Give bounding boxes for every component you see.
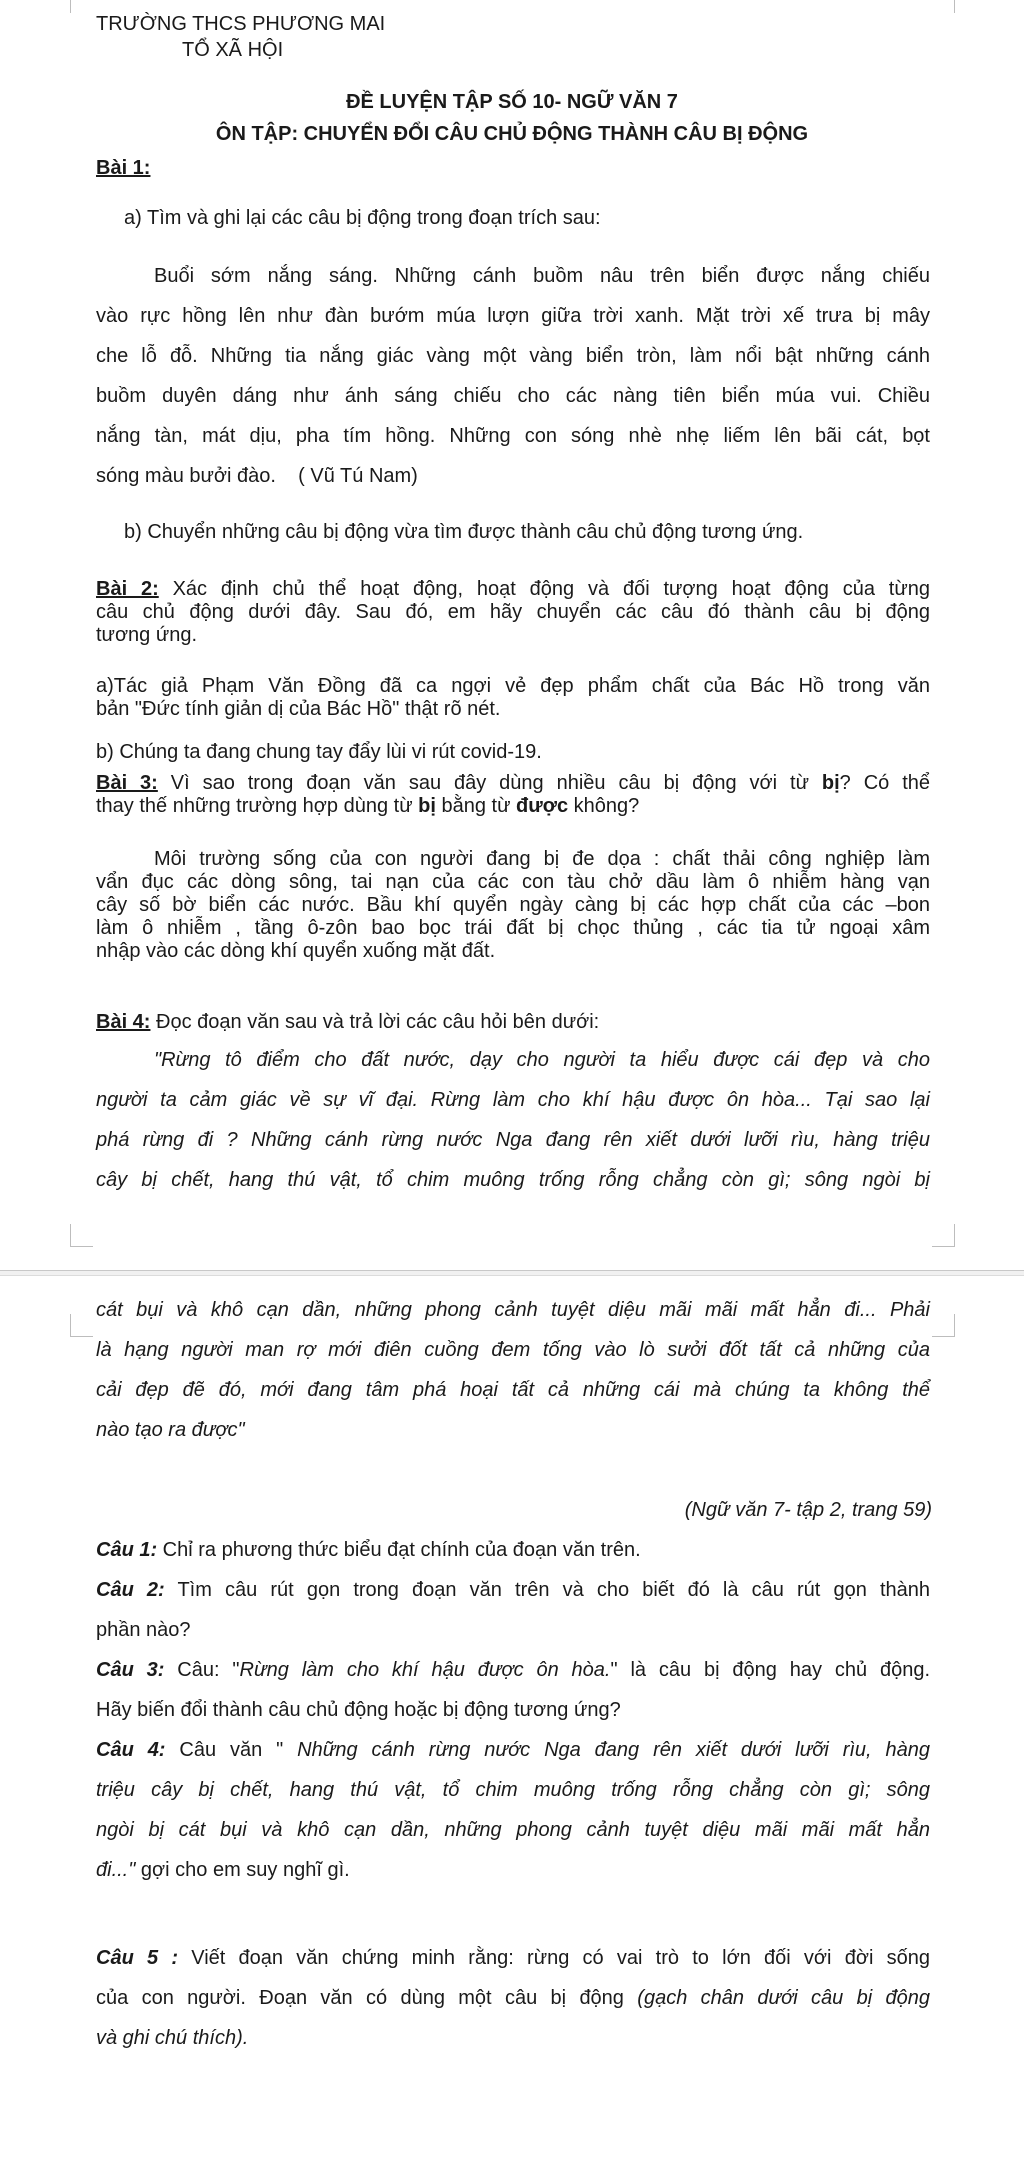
cau3-text: " là câu bị động hay chủ động. <box>610 1659 931 1681</box>
cau3-text: Câu: " <box>164 1659 240 1681</box>
cau5-label: Câu 5 : <box>96 1947 178 1969</box>
quote-line: cải đẹp đẽ đó, mới đang tâm phá hoại tất cả những cái mà chúng ta không thể <box>96 1379 930 1401</box>
bai2-intro-line: Xác định chủ thể hoạt động, hoạt động và đối tượng hoạt động của từng <box>158 578 930 600</box>
quote-line: "Rừng tô điểm cho đất nước, dạy cho người ta hiểu được cái đẹp và cho <box>154 1049 930 1071</box>
cau4-quote: đi..." <box>96 1859 136 1881</box>
passage-line: nắng tàn, mát dịu, pha tím hồng. Những con sóng nhè nhẹ liếm lên bãi cát, bọt <box>96 425 930 447</box>
bai4-intro-text: Đọc đoạn văn sau và trả lời các câu hỏi bên dưới: <box>150 1011 600 1033</box>
bai2-heading: Bài 2: <box>96 578 159 600</box>
page-corner-mark <box>932 1224 955 1247</box>
quote-line: phá rừng đi ? Những cánh rừng nước Nga đang rên xiết dưới lưỡi rìu, hàng triệu <box>96 1129 930 1151</box>
cau2-text: Tìm câu rút gọn trong đoạn văn trên và cho biết đó là câu rút gọn thành <box>164 1579 930 1601</box>
cau5 <box>96 1938 930 2058</box>
cau5-text: của con người. Đoạn văn có dùng một câu bị động <box>96 1987 638 2009</box>
quote-line: người ta cảm giác về sự vĩ đại. Rừng làm cho khí hậu được ôn hòa... Tại sao lại <box>96 1089 930 1111</box>
bai4-quote-part1 <box>96 1040 930 1200</box>
bai2-intro <box>96 578 930 647</box>
quote-line: cát bụi và khô cạn dần, những phong cảnh tuyệt diệu mãi mãi mất hẳn đi... Phải <box>96 1299 930 1321</box>
bai3-keyword: được <box>516 795 569 817</box>
bai2-item-a-line: bản "Đức tính giản dị của Bác Hồ" thật rõ nét. <box>96 698 501 720</box>
bai3-text: ? Có thể <box>839 772 931 794</box>
cau3-quote: Rừng làm cho khí hậu được ôn hòa. <box>239 1659 611 1681</box>
passage-line: vẩn đục các dòng sông, tai nạn của các con tàu chở dầu làm ô nhiễm hàng vạn <box>96 871 930 893</box>
cau4-quote: Những cánh rừng nước Nga đang rên xiết dưới lưỡi rìu, hàng <box>297 1739 930 1761</box>
cau4-quote: ngòi bị cát bụi và khô cạn dần, những phong cảnh tuyệt diệu mãi mãi mất hẳn <box>96 1819 930 1841</box>
page-corner-mark <box>932 1314 955 1337</box>
passage-line: Môi trường sống của con người đang bị đe dọa : chất thải công nghiệp làm <box>154 848 930 870</box>
bai2-item-a-line: a)Tác giả Phạm Văn Đồng đã ca ngợi vẻ đẹp phẩm chất của Bác Hồ trong văn <box>96 675 930 697</box>
cau3 <box>96 1650 930 1690</box>
bai4-questions <box>96 1530 930 1890</box>
department-name: TỔ XÃ HỘI <box>182 39 284 61</box>
page-corner-mark <box>932 0 955 13</box>
exam-subtitle: ÔN TẬP: CHUYỂN ĐỔI CÂU CHỦ ĐỘNG THÀNH CÂU BỊ ĐỘNG <box>215 123 809 145</box>
cau4-quote: triệu cây bị chết, hang thú vật, tổ chim muông trống rỗng chẳng còn gì; sông <box>96 1779 930 1801</box>
passage-line: vào rực hồng lên như đàn bướm múa lượn giữa trời xanh. Mặt trời xế trưa bị mây <box>96 305 930 327</box>
bai2-intro-line: tương ứng. <box>96 624 198 646</box>
bai1-task-b: b) Chuyển những câu bị động vừa tìm được thành câu chủ động tương ứng. <box>124 521 804 543</box>
quote-line: nào tạo ra được" <box>96 1419 245 1441</box>
bai3-passage <box>96 848 930 963</box>
bai4-heading: Bài 4: <box>96 1011 151 1033</box>
cau4-text: gợi cho em suy nghĩ gì. <box>135 1859 350 1881</box>
passage-line: che lỗ đỗ. Những tia nắng giác vàng một vàng biển tròn, làm nổi bật những cánh <box>96 345 930 367</box>
bai3-keyword: bị <box>821 772 840 794</box>
passage-line: Buổi sớm nắng sáng. Những cánh buồm nâu trên biển được nắng chiếu <box>154 265 930 287</box>
bai2-item-a <box>96 675 930 721</box>
bai3-text: bằng từ <box>435 795 517 817</box>
exam-title: ĐỀ LUYỆN TẬP SỐ 10- NGỮ VĂN 7 <box>346 91 678 113</box>
bai3-heading: Bài 3: <box>96 772 158 794</box>
bai2-item-b: b) Chúng ta đang chung tay đẩy lùi vi rút covid-19. <box>96 741 542 763</box>
cau4-label: Câu 4: <box>96 1739 166 1761</box>
cau5-note: (gạch chân dưới câu bị động <box>637 1987 931 2009</box>
passage-line: làm ô nhiễm , tầng ô-zôn bao bọc trái đất bị chọc thủng , các tia tử ngoại xâm <box>96 917 930 939</box>
passage-line: buồm duyên dáng như ánh sáng chiếu cho các nàng tiên biển múa vui. Chiều <box>96 385 930 407</box>
cau1-text: Chỉ ra phương thức biểu đạt chính của đoạn văn trên. <box>157 1539 641 1561</box>
bai3-text: thay thế những trường hợp dùng từ <box>96 795 419 817</box>
bai4-quote-part2 <box>96 1290 930 1450</box>
document-page-2 <box>0 1276 1024 2162</box>
bai1-task-a: a) Tìm và ghi lại các câu bị động trong đoạn trích sau: <box>124 207 601 229</box>
passage-line: sóng màu bưởi đào. ( Vũ Tú Nam) <box>96 465 418 487</box>
cau2 <box>96 1570 930 1610</box>
cau4-text: Câu văn " <box>165 1739 298 1761</box>
passage-line: nhập vào các dòng khí quyển xuống mặt đất. <box>96 940 496 962</box>
passage-line: cây số bờ biển các nước. Bầu khí quyển ngày càng bị các hợp chất của các –bon <box>96 894 930 916</box>
bai3-text: không? <box>568 795 640 817</box>
bai4-intro <box>96 1010 599 1034</box>
cau5-note: và ghi chú thích). <box>96 2027 249 2049</box>
cau1 <box>96 1530 930 1570</box>
quote-line: là hạng người man rợ mới điên cuồng đem tống vào lò sưởi đốt tất cả những của <box>96 1339 930 1361</box>
bai3-text: Vì sao trong đoạn văn sau đây dùng nhiều câu bị động với từ <box>157 772 822 794</box>
page-corner-mark <box>70 1314 93 1337</box>
page-corner-mark <box>70 1224 93 1247</box>
cau5-text: Viết đoạn văn chứng minh rằng: rừng có vai trò to lớn đối với đời sống <box>178 1947 930 1969</box>
page-corner-mark <box>70 0 93 13</box>
cau1-label: Câu 1: <box>96 1539 158 1561</box>
bai1-heading: Bài 1: <box>96 157 151 179</box>
bai2-intro-line: câu chủ động dưới đây. Sau đó, em hãy chuyển các câu đó thành câu bị động <box>96 601 930 623</box>
cau3-text: Hãy biến đổi thành câu chủ động hoặc bị động tương ứng? <box>96 1699 621 1721</box>
quote-source: (Ngữ văn 7- tập 2, trang 59) <box>684 1499 932 1521</box>
cau2-text: phần nào? <box>96 1619 191 1641</box>
bai1-passage <box>96 256 930 496</box>
quote-line: cây bị chết, hang thú vật, tổ chim muông trống rỗng chẳng còn gì; sông ngòi bị <box>96 1169 930 1191</box>
cau4 <box>96 1730 930 1770</box>
bai3-keyword: bị <box>418 795 436 817</box>
bai3-question <box>96 772 930 818</box>
school-name: TRƯỜNG THCS PHƯƠNG MAI <box>96 13 386 35</box>
cau2-label: Câu 2: <box>96 1579 165 1601</box>
cau3-label: Câu 3: <box>96 1659 165 1681</box>
